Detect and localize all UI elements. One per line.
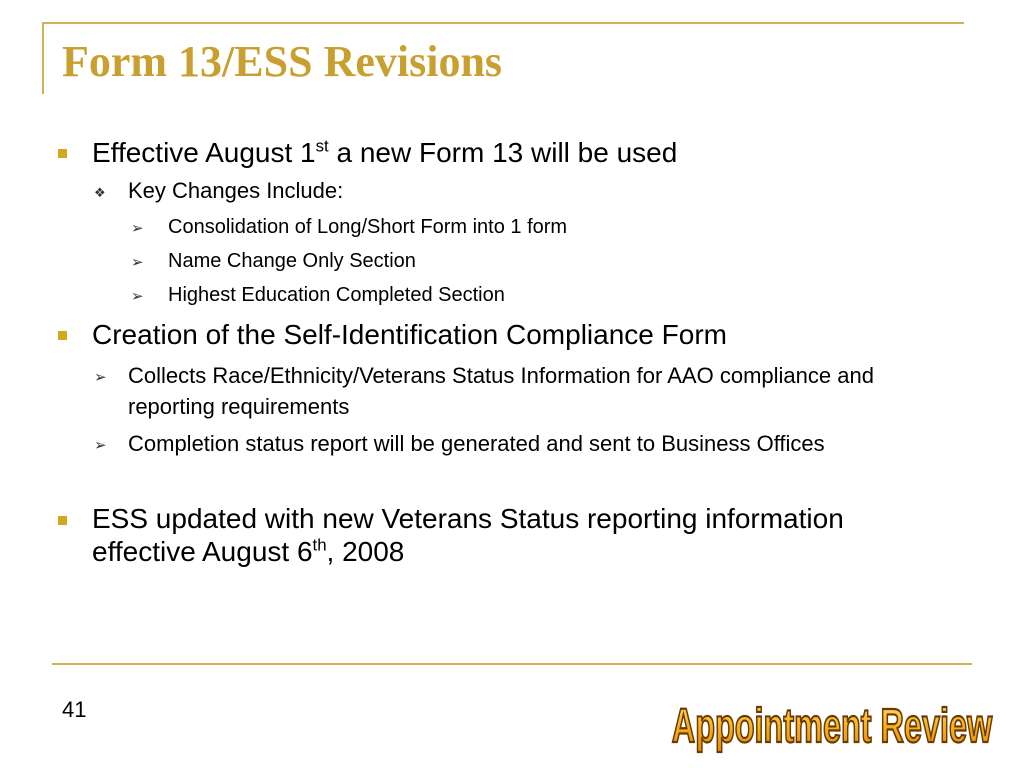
list-item-text-continued: a new Form 13 will be used <box>328 137 678 168</box>
logo-text: Appointment Review <box>671 698 993 753</box>
arrow-bullet-icon: ➢ <box>131 288 144 305</box>
list-item-text: Collects Race/Ethnicity/Veterans Status Information for AAO compliance and reporting requirements <box>128 363 874 419</box>
list-item-text: Creation of the Self-Identification Compliance Form <box>92 319 727 350</box>
list-item-superscript: st <box>315 136 329 156</box>
arrow-bullet-icon: ➢ <box>94 369 107 386</box>
diamond-bullet-icon: ❖ <box>94 185 106 200</box>
list-item-text: Highest Education Completed Section <box>168 284 505 306</box>
page-number: 41 <box>62 697 87 722</box>
list-item-text: Name Change Only Section <box>168 250 416 272</box>
slide-title: Form 13/ESS Revisions <box>62 37 503 86</box>
list-item-superscript: th <box>312 535 327 555</box>
arrow-bullet-icon: ➢ <box>131 220 144 237</box>
list-item-text: ESS updated with new Veterans Status reporting information effective August 6 <box>92 503 844 567</box>
list-item-text-continued: , 2008 <box>326 536 405 567</box>
list-item-text: Effective August 1 <box>92 137 316 168</box>
arrow-bullet-icon: ➢ <box>94 437 107 454</box>
arrow-bullet-icon: ➢ <box>131 254 144 271</box>
list-item-text: Key Changes Include: <box>128 178 344 203</box>
list-item-text: Consolidation of Long/Short Form into 1 form <box>168 216 568 238</box>
list-item-text: Completion status report will be generated and sent to Business Offices <box>128 431 825 456</box>
